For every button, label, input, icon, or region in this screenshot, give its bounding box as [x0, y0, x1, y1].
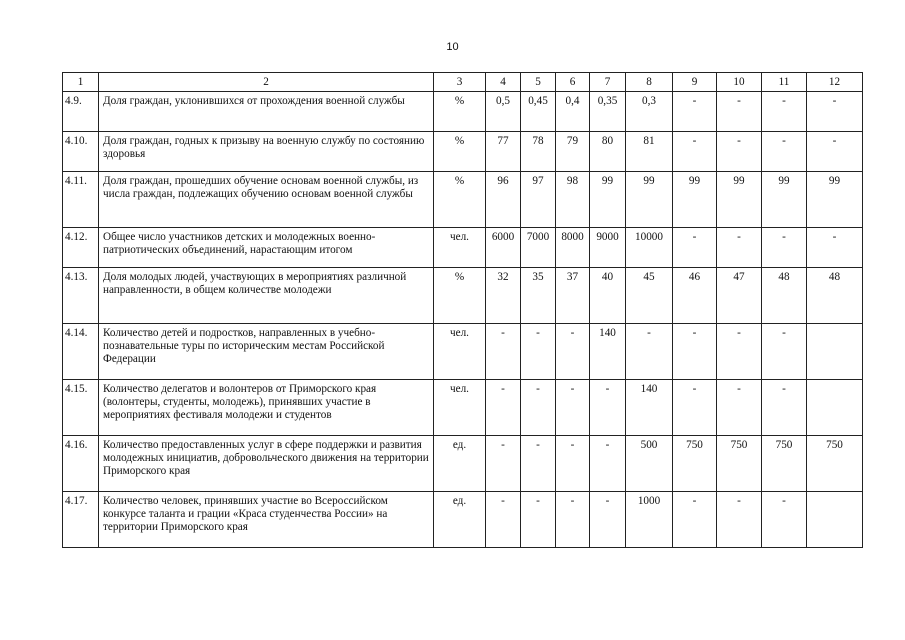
column-header: 1 — [63, 73, 99, 92]
indicator-name: Количество человек, принявших участие во Всероссийском конкурсе таланта и грации «Краса студенчества России» на территории Приморского края — [99, 492, 434, 548]
value-cell: 750 — [762, 436, 807, 492]
row-number: 4.11. — [63, 172, 99, 228]
value-cell: - — [717, 492, 762, 548]
value-cell: - — [673, 228, 717, 268]
table-row — [63, 172, 863, 228]
value-cell: - — [521, 436, 556, 492]
row-number: 4.12. — [63, 228, 99, 268]
column-header: 11 — [762, 73, 807, 92]
value-cell: 48 — [762, 268, 807, 324]
value-cell: - — [521, 492, 556, 548]
value-cell: 35 — [521, 268, 556, 324]
value-cell: 37 — [556, 268, 590, 324]
value-cell: 140 — [590, 324, 626, 380]
column-header: 3 — [434, 73, 486, 92]
value-cell: - — [717, 228, 762, 268]
value-cell: 97 — [521, 172, 556, 228]
table-row — [63, 268, 863, 324]
column-header: 9 — [673, 73, 717, 92]
unit-cell: чел. — [434, 380, 486, 436]
value-cell: - — [521, 380, 556, 436]
value-cell: 750 — [807, 436, 863, 492]
table-row — [63, 492, 863, 548]
value-cell: 8000 — [556, 228, 590, 268]
value-cell: - — [762, 380, 807, 436]
indicator-name: Доля граждан, прошедших обучение основам военной службы, из числа граждан, подлежащих обучению основам военной службы — [99, 172, 434, 228]
value-cell — [807, 492, 863, 548]
value-cell: 0,5 — [486, 92, 521, 132]
value-cell: - — [590, 436, 626, 492]
value-cell: - — [556, 436, 590, 492]
value-cell: - — [717, 132, 762, 172]
value-cell: - — [807, 132, 863, 172]
column-header: 5 — [521, 73, 556, 92]
indicator-name: Количество детей и подростков, направленных в учебно-познавательные туры по историческим местам Российской Федерации — [99, 324, 434, 380]
row-number: 4.9. — [63, 92, 99, 132]
value-cell: - — [673, 492, 717, 548]
indicator-name: Доля граждан, уклонившихся от прохождения военной службы — [99, 92, 434, 132]
value-cell: 750 — [673, 436, 717, 492]
value-cell: 0,3 — [626, 92, 673, 132]
column-header: 12 — [807, 73, 863, 92]
value-cell: - — [556, 492, 590, 548]
value-cell: - — [807, 228, 863, 268]
value-cell: 500 — [626, 436, 673, 492]
value-cell: 81 — [626, 132, 673, 172]
table-row — [63, 436, 863, 492]
row-number: 4.16. — [63, 436, 99, 492]
row-number: 4.14. — [63, 324, 99, 380]
value-cell: 96 — [486, 172, 521, 228]
page-number: 10 — [446, 41, 459, 53]
value-cell: - — [717, 92, 762, 132]
value-cell: 99 — [673, 172, 717, 228]
value-cell: - — [762, 132, 807, 172]
value-cell: 47 — [717, 268, 762, 324]
indicator-name: Количество предоставленных услуг в сфере поддержки и развития молодежных инициатив, добровольческого движения на территории Приморского края — [99, 436, 434, 492]
table-row — [63, 228, 863, 268]
unit-cell: чел. — [434, 228, 486, 268]
value-cell: 79 — [556, 132, 590, 172]
unit-cell: % — [434, 132, 486, 172]
value-cell: 48 — [807, 268, 863, 324]
column-header: 4 — [486, 73, 521, 92]
value-cell: - — [762, 228, 807, 268]
value-cell: 99 — [762, 172, 807, 228]
value-cell: 7000 — [521, 228, 556, 268]
indicator-name: Доля граждан, годных к призыву на военную службу по состоянию здоровья — [99, 132, 434, 172]
unit-cell: чел. — [434, 324, 486, 380]
value-cell: - — [673, 324, 717, 380]
value-cell: - — [762, 492, 807, 548]
value-cell: - — [486, 492, 521, 548]
value-cell: 9000 — [590, 228, 626, 268]
value-cell: - — [673, 380, 717, 436]
value-cell: 10000 — [626, 228, 673, 268]
value-cell: 99 — [717, 172, 762, 228]
value-cell: - — [486, 380, 521, 436]
unit-cell: ед. — [434, 492, 486, 548]
value-cell: - — [626, 324, 673, 380]
value-cell: 99 — [590, 172, 626, 228]
table-row — [63, 324, 863, 380]
value-cell: - — [673, 92, 717, 132]
value-cell: - — [486, 324, 521, 380]
unit-cell: % — [434, 268, 486, 324]
column-header-row — [63, 73, 863, 92]
value-cell: 32 — [486, 268, 521, 324]
indicator-name: Общее число участников детских и молодежных военно-патриотических объединений, нарастающим итогом — [99, 228, 434, 268]
value-cell: - — [673, 132, 717, 172]
value-cell: 0,4 — [556, 92, 590, 132]
value-cell: 45 — [626, 268, 673, 324]
value-cell: 140 — [626, 380, 673, 436]
unit-cell: % — [434, 172, 486, 228]
value-cell: 78 — [521, 132, 556, 172]
value-cell: 98 — [556, 172, 590, 228]
value-cell: - — [556, 380, 590, 436]
row-number: 4.13. — [63, 268, 99, 324]
value-cell: 6000 — [486, 228, 521, 268]
unit-cell: ед. — [434, 436, 486, 492]
column-header: 7 — [590, 73, 626, 92]
value-cell: 750 — [717, 436, 762, 492]
column-header: 2 — [99, 73, 434, 92]
value-cell: 40 — [590, 268, 626, 324]
value-cell: - — [556, 324, 590, 380]
unit-cell: % — [434, 92, 486, 132]
value-cell: 0,35 — [590, 92, 626, 132]
value-cell: 80 — [590, 132, 626, 172]
row-number: 4.17. — [63, 492, 99, 548]
value-cell: 77 — [486, 132, 521, 172]
column-header: 10 — [717, 73, 762, 92]
value-cell — [807, 324, 863, 380]
value-cell: 99 — [807, 172, 863, 228]
value-cell: - — [807, 92, 863, 132]
value-cell: 99 — [626, 172, 673, 228]
value-cell: 0,45 — [521, 92, 556, 132]
value-cell: - — [762, 324, 807, 380]
column-header: 6 — [556, 73, 590, 92]
value-cell: - — [486, 436, 521, 492]
column-header: 8 — [626, 73, 673, 92]
indicator-name: Доля молодых людей, участвующих в мероприятиях различной направленности, в общем количестве молодежи — [99, 268, 434, 324]
table-body — [63, 73, 863, 548]
value-cell: - — [717, 324, 762, 380]
indicator-name: Количество делегатов и волонтеров от Приморского края (волонтеры, студенты, молодежь), принявших участие в мероприятиях фестиваля молодежи и студентов — [99, 380, 434, 436]
value-cell: - — [717, 380, 762, 436]
value-cell: - — [590, 380, 626, 436]
table-row — [63, 132, 863, 172]
table-row — [63, 92, 863, 132]
row-number: 4.10. — [63, 132, 99, 172]
table-row — [63, 380, 863, 436]
indicators-table — [62, 72, 863, 548]
value-cell — [807, 380, 863, 436]
value-cell: - — [521, 324, 556, 380]
value-cell: - — [590, 492, 626, 548]
value-cell: 46 — [673, 268, 717, 324]
value-cell: - — [762, 92, 807, 132]
value-cell: 1000 — [626, 492, 673, 548]
row-number: 4.15. — [63, 380, 99, 436]
